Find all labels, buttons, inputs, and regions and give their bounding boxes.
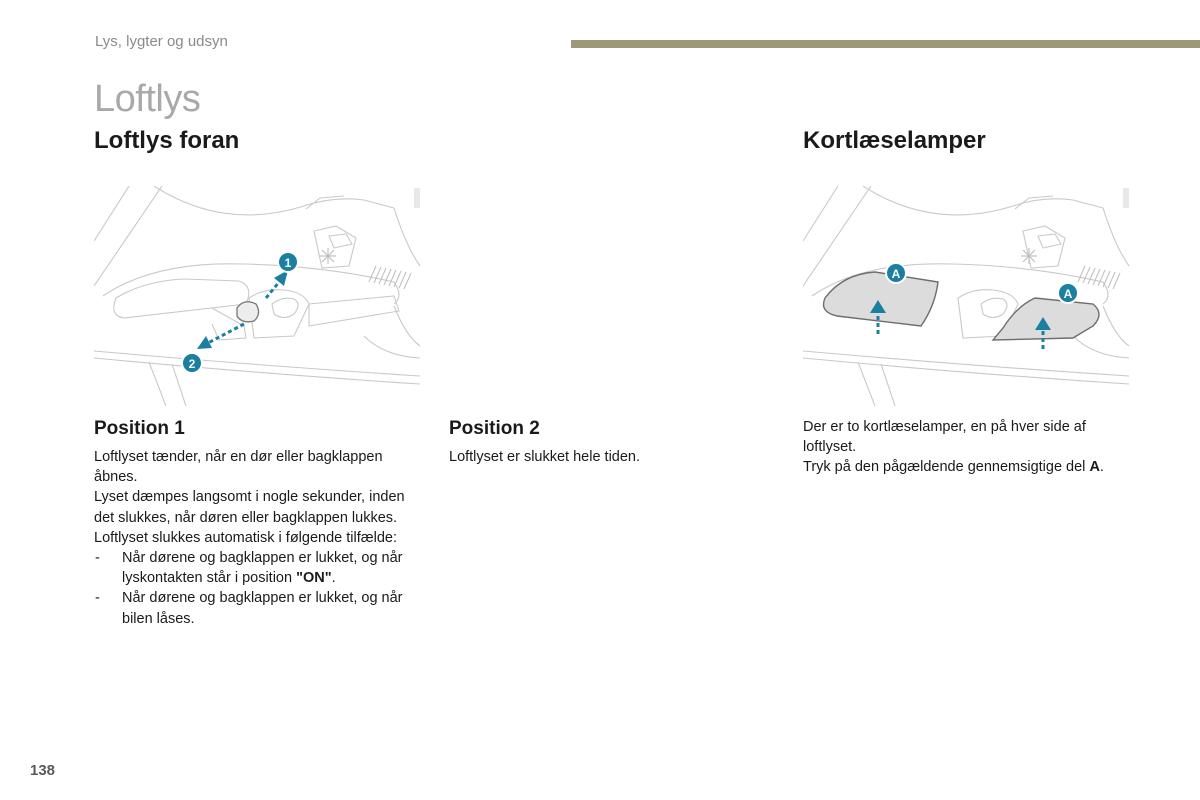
list-item-text: Når dørene og bagklappen er lukket, og når bilen låses.: [122, 590, 403, 627]
position-2-text: [449, 447, 769, 467]
position-1-text: [94, 447, 424, 629]
position-2-paragraph-1: Loftlyset er slukket hele tiden.: [449, 449, 641, 465]
page-title: Loftlys: [94, 78, 201, 120]
position-1-paragraph-3: Loftlyset slukkes automatisk i følgende tilfælde:: [94, 529, 398, 546]
section-header: Lys, lygter og udsyn: [95, 33, 228, 50]
reading-lamps-illustration: [803, 186, 1131, 406]
light-switch-button: [237, 302, 259, 322]
marker-2-label: 2: [188, 357, 196, 371]
header-accent-rule: [571, 40, 1200, 48]
marker-a-left-label: A: [891, 267, 901, 281]
position-1-heading: Position 1: [94, 418, 185, 439]
page-number: 138: [30, 762, 56, 779]
marker-1-label: 1: [284, 256, 292, 270]
list-dash: -: [95, 590, 100, 607]
reading-lamps-text: [803, 417, 1133, 478]
list-item-end: .: [331, 570, 336, 587]
position-1-paragraph-2: Lyset dæmpes langsomt i nogle sekunder, inden det slukkes, når døren eller bagklappen lukkes.: [94, 489, 405, 526]
reading-paragraph-2-end: .: [1099, 459, 1104, 476]
auto-off-list: [94, 548, 424, 629]
reading-paragraph-2-bold: A: [1089, 459, 1100, 476]
position-2-heading: Position 2: [449, 418, 540, 439]
list-item: [94, 548, 424, 588]
position-1-paragraph-1: Loftlyset tænder, når en dør eller bagklappen åbnes.: [94, 449, 383, 486]
front-light-illustration: [94, 186, 422, 406]
front-heading: Loftlys foran: [94, 127, 240, 154]
right-reading-lamp: [993, 298, 1099, 340]
reading-paragraph-2: [803, 457, 1133, 477]
list-item: [94, 588, 424, 628]
list-item-bold: "ON": [296, 570, 332, 587]
reading-paragraph-1: Der er to kortlæselamper, en på hver side af loftlyset.: [803, 419, 1086, 456]
marker-a-right-label: A: [1063, 287, 1073, 301]
reading-heading: Kortlæselamper: [803, 127, 986, 154]
list-item-text: Når dørene og bagklappen er lukket, og når lyskontakten står i position: [122, 550, 403, 587]
list-dash: -: [95, 550, 100, 567]
reading-paragraph-2-text: Tryk på den pågældende gennemsigtige del: [803, 459, 1090, 476]
